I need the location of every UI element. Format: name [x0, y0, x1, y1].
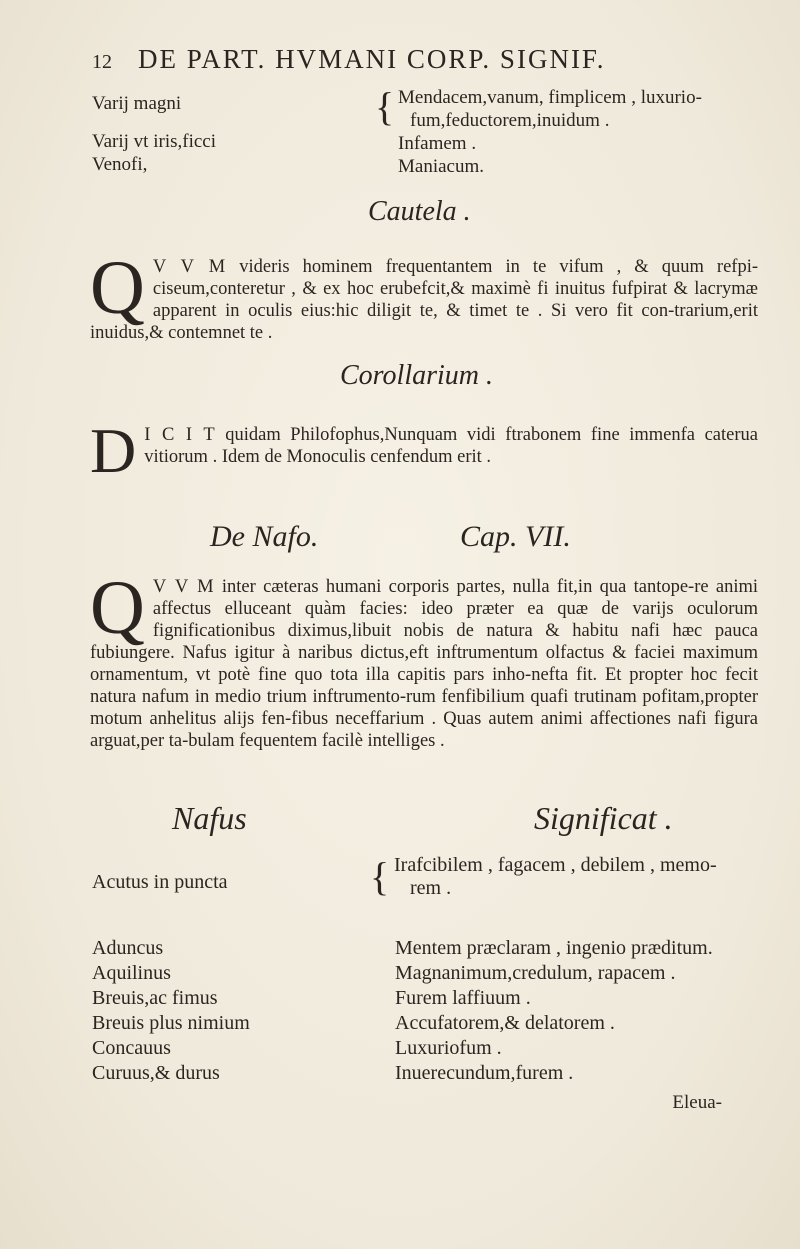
nasus-row-4-left: Breuis,ac fimus: [92, 987, 218, 1009]
chapter-number: Cap. VII.: [460, 520, 571, 553]
brace-icon: {: [375, 84, 395, 129]
cautela-dropcap: Q: [90, 246, 145, 330]
chapter-title: De Nafo.: [210, 520, 319, 553]
nasus-row-4-right: Furem laffiuum .: [395, 987, 531, 1009]
corollarium-paragraph: [90, 415, 758, 486]
brace-icon: {: [370, 854, 390, 899]
nasus-row-7-right: Inuerecundum,furem .: [395, 1062, 574, 1084]
top-table-left-2: Varij vt iris,ficci: [92, 131, 216, 152]
nasus-row-3-right: Magnanimum,credulum, rapacem .: [395, 962, 676, 984]
page-number: 12: [92, 51, 112, 73]
nasus-row-2-right: Mentem præclaram , ingenio præditum.: [395, 937, 713, 959]
top-table-right-1: Mendacem,vanum, fimplicem , luxurio-: [398, 87, 702, 108]
nasus-row-2-left: Aduncus: [92, 937, 164, 959]
top-table-right-2: fum,feductorem,inuidum .: [410, 110, 610, 131]
cautela-lead: V V M: [152, 257, 227, 277]
chapter-text: inter cæteras humani corporis partes, nulla fit,in qua tantope-re animi affectus elluceant quàm facies: ideo præter ea quæ de varijs oculorum fignificationibus diximus,libuit nobis de natura & habitu nafi hæc pauca fubiungere. Nafus igitur à naribus dictus,eft inftrumentum olfactus & faciei maximum ornamentum, vt potè fine quo tota illa capitis pars inho-nefta fit. Et propter hoc fecit natura nafum in medio trium inftrumento-rum fenfibilium quafi trutinam pofitam,propter motum anhelitus alijs fen-fibus neceffarium . Quas autem animi affectiones nafi figura arguat,per ta-bulam fequentem facilè intelliges .: [90, 577, 758, 751]
corollarium-lead: I C I T: [144, 425, 216, 445]
nasus-heading: Nafus: [172, 800, 247, 836]
chapter-dropcap: Q: [90, 566, 145, 650]
corollarium-dropcap: D: [90, 415, 137, 486]
nasus-row-6-right: Luxuriofum .: [395, 1037, 502, 1059]
top-table-right-3: Infamem .: [398, 133, 477, 154]
top-table-right-4: Maniacum.: [398, 156, 485, 177]
catchword: Eleua-: [672, 1092, 722, 1113]
nasus-row-7-left: Curuus,& durus: [92, 1062, 220, 1084]
cautela-paragraph: [90, 246, 759, 344]
nasus-row-5-right: Accufatorem,& delatorem .: [395, 1012, 615, 1034]
significat-heading: Significat .: [534, 800, 673, 836]
top-table-left-1: Varij magni: [92, 93, 182, 114]
nasus-row-1-right-cont: rem .: [410, 877, 452, 899]
cautela-text: videris hominem frequentantem in te vifum , & quum refpi-ciseum,conteretur , & ex hoc erubefcit,& maximè fi inuitus fufpirat & lacrymæ apparent in oculis eius:hic diligit te, & timet te . Si vero fit con-trarium,erit inuidus,& contemnet te .: [90, 257, 759, 343]
top-table-left-3: Venofi,: [92, 154, 148, 175]
chapter-paragraph: [90, 566, 758, 752]
cautela-heading: Cautela .: [368, 196, 471, 227]
running-title: DE PART. HVMANI CORP. SIGNIF.: [138, 44, 606, 74]
chapter-lead: V V M: [152, 577, 215, 597]
corollarium-text: quidam Philofophus,Nunquam vidi ftrabonem fine immenfa caterua vitiorum . Idem de Monoculis cenfendum erit .: [144, 425, 758, 467]
corollarium-heading: Corollarium .: [340, 360, 493, 391]
nasus-row-1-right: Irafcibilem , fagacem , debilem , memo-: [394, 854, 717, 876]
nasus-row-6-left: Concauus: [92, 1037, 171, 1059]
nasus-row-3-left: Aquilinus: [92, 962, 171, 984]
nasus-row-5-left: Breuis plus nimium: [92, 1012, 250, 1034]
nasus-row-1-left: Acutus in puncta: [92, 871, 228, 893]
running-header: [92, 44, 606, 75]
